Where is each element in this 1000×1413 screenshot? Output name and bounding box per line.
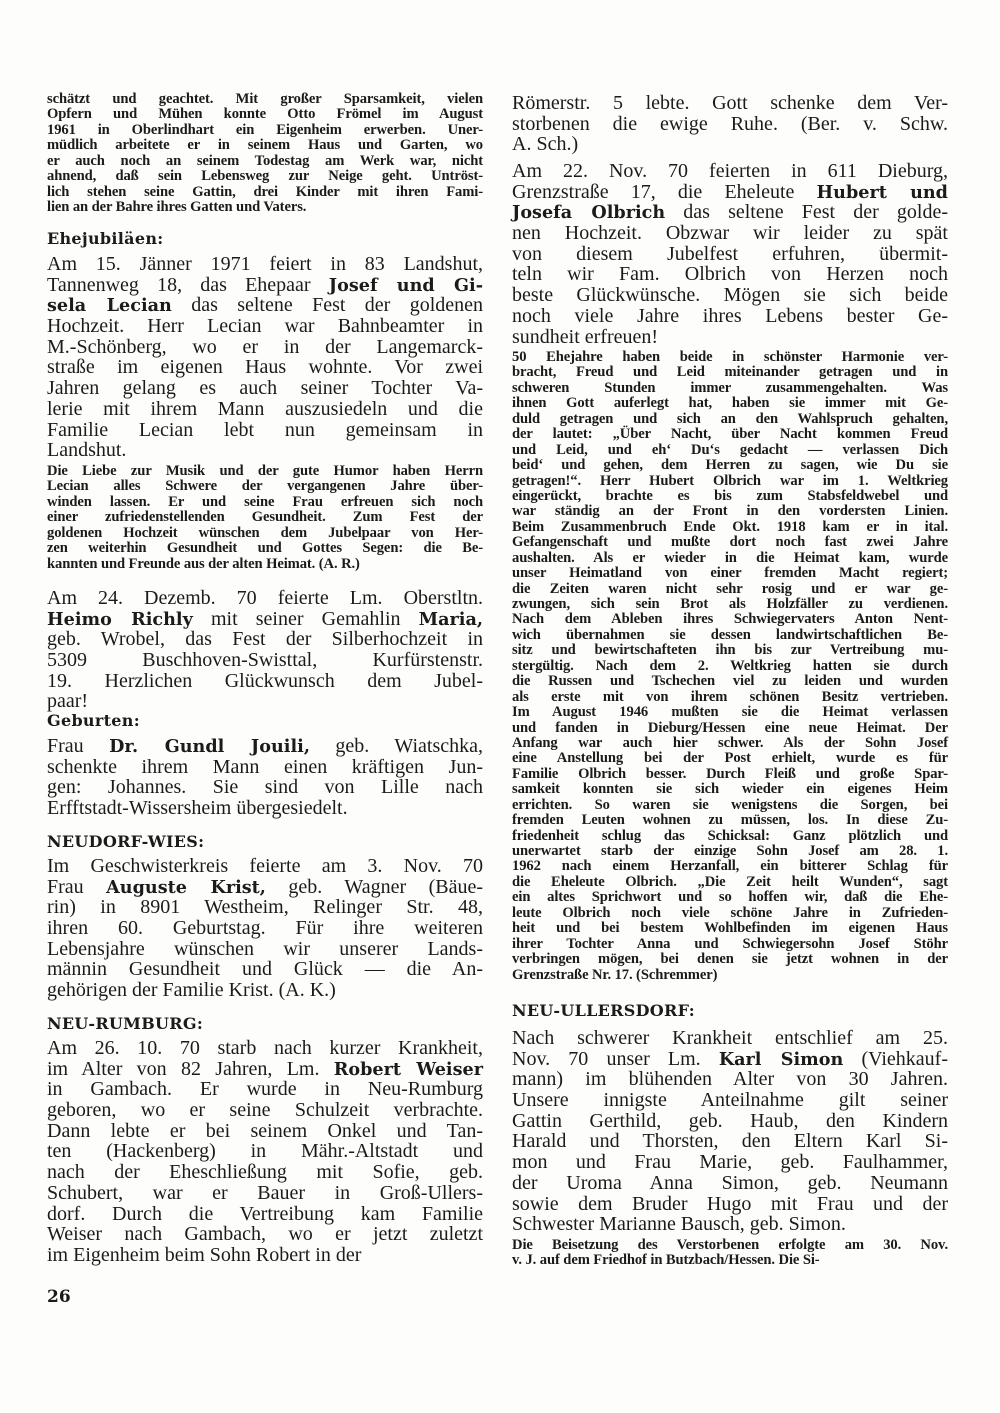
bold-name: Auguste Krist, <box>106 876 266 898</box>
text-line: Erfftstadt-Wissersheim übergesiedelt. <box>47 797 348 820</box>
text-line: einer zufriedenstellenden Gesundheit. Zum Fest der <box>47 509 483 526</box>
text-line: paar! <box>47 690 89 713</box>
text-line: aushalten. Als er wieder in die Heimat kam, wurde <box>512 549 948 566</box>
article-paragraph <box>47 856 483 1001</box>
text-line: goldenen Hochzeit wünschen dem Jubelpaar von Her- <box>47 524 483 541</box>
bold-name: Karl Simon <box>718 1048 844 1070</box>
text-line: beid‘ und gehen, dem Herren zu sagen, wie Du sie <box>512 457 948 474</box>
text-line: ihrer Tochter Anna und Schwiegersohn Josef Stöhr <box>512 935 948 952</box>
bold-name: Josefa Olbrich <box>512 202 666 224</box>
text-line: Lebensjahre wünschen wir unserer Lands- <box>47 937 483 960</box>
text-line: eingerückt, brachte es bis zum Stabsfeldwebel und <box>512 487 948 504</box>
text-line: verbringen mögen, bei denen sie jetzt wohnen in der <box>512 951 948 968</box>
bold-name: Hubert und <box>816 181 948 203</box>
text-line: von diesem Jubelfest erfuhren, übermit- <box>512 242 948 265</box>
text-line: beste Glückwünsche. Mögen sie sich beide <box>512 284 948 307</box>
text-line: schweren Stunden immer zusammengehalten. Was <box>512 379 948 396</box>
article-paragraph <box>512 1028 948 1235</box>
text-line: Schubert, war er Bauer in Groß-Ullers- <box>47 1181 483 1204</box>
text-line: Nov. 70 unser Lm. Karl Simon (Viehkauf- <box>512 1047 948 1070</box>
text-line: Gattin Gerthild, geb. Haub, den Kindern <box>512 1109 948 1132</box>
text-line: Am 26. 10. 70 starb nach kurzer Krankheit, <box>47 1037 483 1059</box>
text-line: sundheit erfreuen! <box>512 325 659 348</box>
text-line: und Leid, und eh‘ Du‘s gedacht — verlassen Dich <box>512 441 948 458</box>
article-paragraph <box>47 92 483 216</box>
text-line: Im Geschwisterkreis feierte am 3. Nov. 70 <box>47 855 483 877</box>
text-line: leute Olbrich noch viele schöne Jahre in Zufrieden- <box>512 904 948 921</box>
text-line: heit und bei bestem Wohlbefinden im eigenen Haus <box>512 920 948 937</box>
text-line: unser Heimatland von einer fremden Macht regiert; <box>512 565 948 582</box>
text-line: er auch noch an seinem Todestag am Werk war, nicht <box>47 152 483 169</box>
text-line: straße im eigenen Haus wohnte. Vor zwei <box>47 356 483 379</box>
text-line: Schwester Marianne Bausch, geb. Simon. <box>512 1213 846 1236</box>
text-line: Die Beisetzung des Verstorbenen erfolgte am 30. Nov. <box>512 1237 948 1253</box>
text-line: der Uroma Anna Simon, geb. Neumann <box>512 1171 948 1194</box>
text-line: Jahren gelang es auch seiner Tochter Va- <box>47 377 483 400</box>
text-line: 1961 in Oberlindhart ein Eigenheim erwerben. Uner- <box>47 121 483 138</box>
text-line: Grenzstraße Nr. 17. (Schremmer) <box>512 966 718 983</box>
text-line: 1962 nach einem Herzanfall, ein bitterer Schlag für <box>512 858 948 875</box>
text-line: geb. Wrobel, das Fest der Silberhochzeit in <box>47 628 483 651</box>
text-line: lich stehen seine Gattin, drei Kinder mit ihren Fami- <box>47 183 483 200</box>
text-line: Am 24. Dezemb. 70 feierte Lm. Oberstltn. <box>47 587 483 609</box>
text-line: im Eigenheim beim Sohn Robert in der <box>47 1243 362 1266</box>
text-line: müdlich arbeitete er in seinem Haus und Garten, wo <box>47 137 483 154</box>
text-line: winden lassen. Er und seine Frau erfreuen sich noch <box>47 493 483 510</box>
text-line: Unsere innigste Anteilnahme gilt seiner <box>512 1089 948 1112</box>
text-line: 5309 Buschhoven-Swisttal, Kurfürstenstr. <box>47 649 483 672</box>
text-line: Hochzeit. Herr Lecian war Bahnbeamter in <box>47 315 483 338</box>
text-line: unerwartet starb der einzige Sohn Josef am 28. 1. <box>512 843 948 859</box>
text-line: im Alter von 82 Jahren, Lm. Robert Weiser <box>47 1057 483 1080</box>
text-line: als erste mit von ihrem schönen Besitz vertrieben. <box>512 688 948 705</box>
text-line: rin) in 8901 Westheim, Relinger Str. 48, <box>47 896 483 919</box>
text-line: der lautet: „Über Nacht, über Nacht kommen Freud <box>512 426 948 443</box>
text-line: Nach dem Ableben ihres Schwiegervaters Anton Nent- <box>512 611 948 628</box>
text-line: Die Liebe zur Musik und der gute Humor haben Herrn <box>47 463 483 479</box>
bold-name: sela Lecian <box>47 295 172 317</box>
text-line: die Eheleute Olbrich. „Die Zeit heilt Wunden“, sagt <box>512 873 948 890</box>
text-line: v. J. auf dem Friedhof in Butzbach/Hessen. Die Si- <box>512 1252 820 1269</box>
text-line: 50 Ehejahre haben beide in schönster Harmonie ver- <box>512 349 948 365</box>
bold-name: Robert Weiser <box>333 1058 483 1080</box>
text-line: Weiser nach Gambach, wo er jetzt zuletzt <box>47 1223 483 1246</box>
text-line: in Gambach. Er wurde in Neu-Rumburg <box>47 1078 483 1101</box>
article-paragraph <box>47 1038 483 1266</box>
text-line: nach der Eheschließung mit Sofie, geb. <box>47 1161 483 1184</box>
text-line: errichten. So waren sie wenigstens die Sorgen, bei <box>512 796 948 813</box>
text-line: Opfern und Mühen konnte Otto Frömel im August <box>47 106 483 123</box>
section-heading-neu-rumburg <box>47 1014 483 1034</box>
text-line: Römerstr. 5 lebte. Gott schenke dem Ver- <box>512 92 948 114</box>
section-heading-geburten <box>47 711 483 731</box>
text-line: friedenheit schlug das Schicksal: Ganz plötzlich und <box>512 827 948 844</box>
bold-name: Dr. Gundl Jouili, <box>109 736 310 757</box>
text-line: Am 15. Jänner 1971 feiert in 83 Landshut, <box>47 253 483 275</box>
text-line: ihnen Gott auferlegt hat, haben sie immer mit Ge- <box>512 395 948 412</box>
article-paragraph <box>512 93 948 155</box>
text-line: Anfang war auch hier schwer. Als der Sohn Josef <box>512 734 948 751</box>
text-line: Tannenweg 18, das Ehepaar Josef und Gi- <box>47 273 484 296</box>
text-line: ahnend, daß sein Lebensweg zur Neige geht. Untröst- <box>47 168 483 185</box>
text-line: schenkte ihrem Mann einen kräftigen Jun- <box>47 755 483 778</box>
text-line: ten (Hackenberg) in Mähr.-Altstadt und <box>47 1140 483 1163</box>
article-paragraph <box>47 464 483 572</box>
text-line: fremden Leuten wohnen zu müssen, los. In diese Zu- <box>512 812 948 829</box>
article-paragraph <box>512 161 948 347</box>
text-line: sitz und bewirtschafteten ihn bis zur Vertreibung mu- <box>512 642 948 659</box>
text-line: wich übernahmen sie dessen landwirtschaftlichen Be- <box>512 626 948 643</box>
text-line: duld getragen und sich an den Wahlspruch gehalten, <box>512 410 948 427</box>
text-line: Am 22. Nov. 70 feierten in 611 Dieburg, <box>512 160 948 182</box>
section-heading-neudorf-wies <box>47 832 483 852</box>
heading-text: NEUDORF-WIES: <box>47 832 205 851</box>
text-line: zwungen, sich sein Brot als Holzfäller zu verdienen. <box>512 596 948 612</box>
text-line: noch viele Jahre ihres Lebens bester Ge- <box>512 304 948 327</box>
text-line: samkeit konnten sie sich wieder ein eigenes Heim <box>512 781 948 798</box>
text-line: bracht, Freud und Leid miteinander getragen und in <box>512 364 948 381</box>
heading-text: NEU-RUMBURG: <box>47 1014 204 1033</box>
text-line: die Zeiten waren nicht sehr rosig und er war ge- <box>512 580 948 597</box>
text-line: und fanden in Dieburg/Hessen eine neue Heimat. Der <box>512 719 948 736</box>
text-line: storbenen die ewige Ruhe. (Ber. v. Schw. <box>512 112 948 135</box>
text-line: nen Hochzeit. Obzwar wir leider zu spät <box>512 222 948 245</box>
text-line: Familie Olbrich besser. Durch Fleiß und große Spar- <box>512 765 948 782</box>
text-line: A. Sch.) <box>512 133 579 156</box>
text-line: teln wir Fam. Olbrich von Herzen noch <box>512 263 948 286</box>
bold-name: Maria, <box>418 608 483 630</box>
text-line: die Russen und Tschechen viel zu leiden und wurden <box>512 673 948 690</box>
text-line: kannten und Freunde aus der alten Heimat. (A. R.) <box>47 555 360 572</box>
text-line: zen weiterhin Gesundheit und Gottes Segen: die Be- <box>47 540 483 557</box>
text-line: Dann lebte er bei seinem Onkel und Tan- <box>47 1119 483 1142</box>
text-line: M.-Schönberg, wo er in der Langemarck- <box>47 335 483 358</box>
text-line: Lecian alles Schwere der vergangenen Jahre über- <box>47 478 483 495</box>
text-line: Frau Auguste Krist, geb. Wagner (Bäue- <box>47 875 484 898</box>
text-line: 19. Herzlichen Glückwunsch dem Jubel- <box>47 669 483 692</box>
article-paragraph <box>47 254 483 461</box>
text-line: lien an der Bahre ihres Gatten und Vaters. <box>47 199 307 216</box>
text-line: männin Gesundheit und Glück — die An- <box>47 958 483 981</box>
article-paragraph <box>512 350 948 983</box>
heading-text: Geburten: <box>47 711 140 730</box>
text-line: eine Anstellung bei der Post erhielt, wurde es für <box>512 750 948 767</box>
text-line: Heimo Richly mit seiner Gemahlin Maria, <box>47 607 483 630</box>
text-line: gehörigen der Familie Krist. (A. K.) <box>47 979 336 1002</box>
article-paragraph <box>47 588 483 712</box>
text-line: mon und Frau Marie, geb. Faulhammer, <box>512 1151 948 1174</box>
text-line: Josefa Olbrich das seltene Fest der golde- <box>512 201 948 224</box>
article-paragraph <box>47 736 483 819</box>
text-line: Familie Lecian lebt nun gemeinsam in <box>47 418 483 441</box>
text-line: dorf. Durch die Vertreibung kam Familie <box>47 1202 483 1225</box>
bold-name: Josef und Gi- <box>328 274 484 296</box>
text-line: war ständig an der Front in den vordersten Linien. <box>512 503 948 520</box>
text-line: Nach schwerer Krankheit entschlief am 25. <box>512 1027 948 1049</box>
text-line: stergültig. Nach dem 2. Weltkrieg hatten sie durch <box>512 657 948 674</box>
text-line: Beim Zusammenbruch Ende Okt. 1918 kam er in ital. <box>512 518 948 535</box>
bold-name: Heimo Richly <box>47 608 193 630</box>
text-line: lerie mit ihrem Mann auszusiedeln und die <box>47 397 483 420</box>
text-line: sela Lecian das seltene Fest der goldenen <box>47 294 483 317</box>
text-line: Landshut. <box>47 439 127 462</box>
page-number: 26 <box>47 1287 71 1307</box>
section-heading-ehejubilaeen <box>47 229 483 249</box>
section-heading-neu-ullersdorf <box>512 1001 948 1021</box>
text-line: schätzt und geachtet. Mit großer Sparsamkeit, vielen <box>47 91 483 107</box>
text-line: mann) im blühenden Alter von 30 Jahren. <box>512 1068 948 1091</box>
text-line: Gefangenschaft und mußte dort noch fast zwei Jahre <box>512 534 948 551</box>
text-line: Im August 1946 mußten sie die Heimat verlassen <box>512 704 948 721</box>
text-line: geboren, wo er seine Schulzeit verbrachte. <box>47 1099 483 1122</box>
text-line: getragen!“. Herr Hubert Olbrich war im 1. Weltkrieg <box>512 472 948 489</box>
heading-text: Ehejubiläen: <box>47 229 164 248</box>
text-line: ihren 60. Geburtstag. Für ihre weiteren <box>47 917 483 940</box>
text-line: sowie dem Bruder Hugo mit Frau und der <box>512 1192 948 1215</box>
text-line: gen: Johannes. Sie sind von Lille nach <box>47 776 483 799</box>
heading-text: NEU-ULLERSDORF: <box>512 1001 695 1020</box>
text-line: ein altes Sprichwort und so hoffen wir, daß die Ehe- <box>512 889 948 906</box>
text-line: Frau Dr. Gundl Jouili, geb. Wiatschka, <box>47 735 483 757</box>
text-line: Harald und Thorsten, den Eltern Karl Si- <box>512 1130 948 1153</box>
article-paragraph <box>512 1238 948 1269</box>
text-line: Grenzstraße 17, die Eheleute Hubert und <box>512 180 948 203</box>
